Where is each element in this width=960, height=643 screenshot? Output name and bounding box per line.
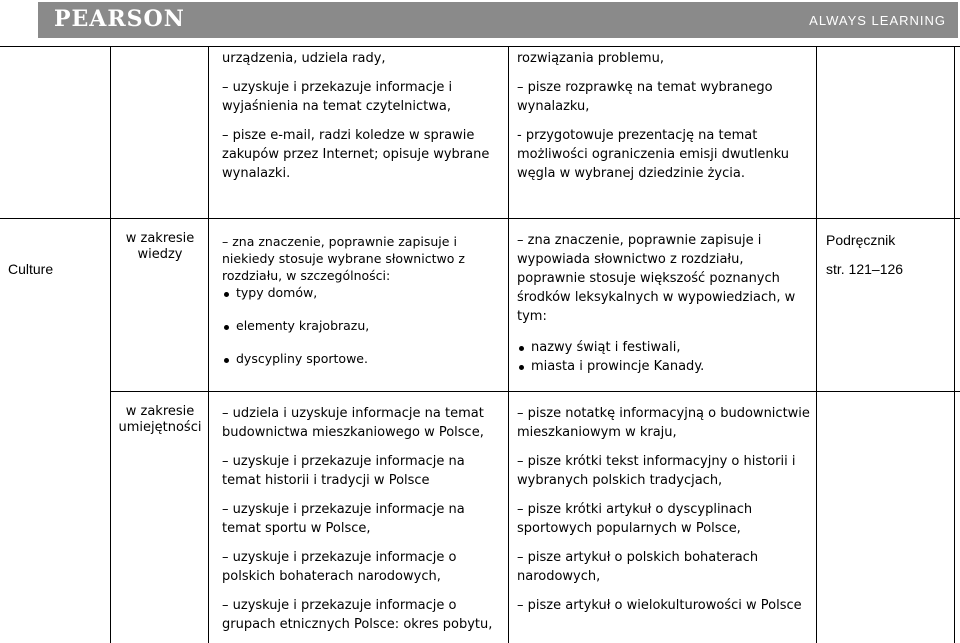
list-item: typy domów, <box>222 284 504 301</box>
skills-right-item-3: – pisze krótki artykuł o dyscyplinach sportowych popularnych w Polsce, <box>517 502 753 536</box>
reference-cell <box>826 231 952 279</box>
list-item: nazwy świąt i festiwali, <box>517 338 809 357</box>
list-item: miasta i prowincje Kanady. <box>517 357 809 376</box>
top-left-cell <box>222 49 502 183</box>
skills-left-item-5: – uzyskuje i przekazuje informacje o grupach etnicznych Polsce: okres pobytu, <box>222 598 493 632</box>
skills-label: w zakresie umiejętności <box>118 404 202 435</box>
skills-left-item-4: – uzyskuje i przekazuje informacje o polskich bohaterach narodowych, <box>222 550 457 584</box>
col-divider-2 <box>208 46 209 643</box>
brand-logo: PEARSON <box>54 6 185 32</box>
top-left-line-2: – uzyskuje i przekazuje informacje i wyjaśnienia na temat czytelnictwa, <box>222 80 453 114</box>
skills-right-cell <box>517 404 813 615</box>
culture-left-intro: – zna znaczenie, poprawnie zapisuje i niekiedy stosuje wybrane słownictwo z rozdziału, w szczególności: <box>222 234 465 283</box>
top-right-cell <box>517 49 809 183</box>
list-item: dyscypliny sportowe. <box>222 350 504 367</box>
skills-right-item-1: – pisze notatkę informacyjną o budownictwie mieszkaniowym w kraju, <box>517 406 810 440</box>
reference-pages: str. 121–126 <box>826 261 904 277</box>
culture-left-list <box>222 284 504 367</box>
topic-label: Culture <box>8 261 54 277</box>
culture-left-cell <box>222 233 504 367</box>
top-right-line-3: - przygotowuje prezentację na temat możliwości ograniczenia emisji dwutlenku węgla w wybranej dziedzinie życia. <box>517 128 790 181</box>
top-left-line-3: – pisze e-mail, radzi koledze w sprawie zakupów przez Internet; opisuje wybrane wynalazki. <box>222 128 490 181</box>
skills-right-item-2: – pisze krótki tekst informacyjny o historii i wybranych polskich tradycjach, <box>517 454 796 488</box>
culture-right-cell <box>517 231 809 376</box>
col-divider-3 <box>508 46 509 643</box>
header-banner <box>38 2 958 38</box>
culture-right-list <box>517 338 809 376</box>
top-right-line-2: – pisze rozprawkę na temat wybranego wynalazku, <box>517 80 773 114</box>
skills-left-cell <box>222 404 504 634</box>
col-divider-1 <box>110 46 111 643</box>
top-right-line-1: rozwiązania problemu, <box>517 51 664 66</box>
reference-title: Podręcznik <box>826 232 896 248</box>
skills-left-item-2: – uzyskuje i przekazuje informacje na temat historii i tradycji w Polsce <box>222 454 465 488</box>
skills-right-item-4: – pisze artykuł o polskich bohaterach narodowych, <box>517 550 759 584</box>
skills-left-item-3: – uzyskuje i przekazuje informacje na temat sportu w Polsce, <box>222 502 465 536</box>
col-divider-5 <box>954 46 955 643</box>
culture-right-intro: – zna znaczenie, poprawnie zapisuje i wypowiada słownictwo z rozdziału, poprawnie stosuje większość poznanych środków leksykalnych w wypowiedziach, w tym: <box>517 233 796 324</box>
list-item: elementy krajobrazu, <box>222 317 504 334</box>
knowledge-label: w zakresie wiedzy <box>125 231 195 262</box>
col-divider-4 <box>816 46 817 643</box>
top-left-line-1: urządzenia, udziela rady, <box>222 51 386 66</box>
skills-right-item-5: – pisze artykuł o wielokulturowości w Polsce <box>517 598 802 613</box>
skills-left-item-1: – udziela i uzyskuje informacje na temat budownictwa mieszkaniowego w Polsce, <box>222 406 484 440</box>
brand-tagline: ALWAYS LEARNING <box>809 13 946 28</box>
row-divider-2 <box>110 391 960 392</box>
